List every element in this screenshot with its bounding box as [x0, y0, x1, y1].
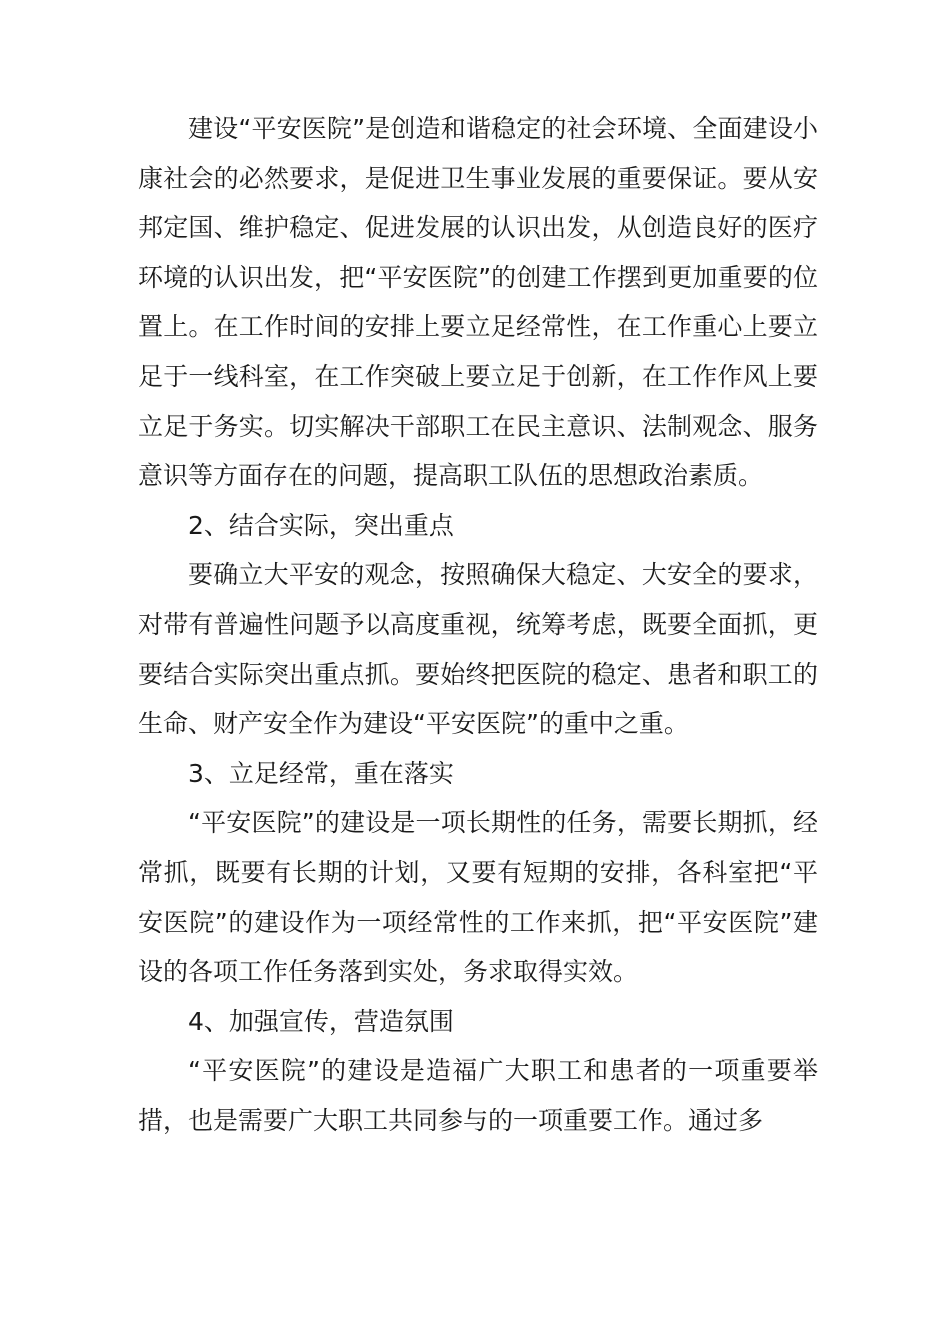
body-paragraph: “平安医院”的建设是一项长期性的任务，需要长期抓，经常抓，既要有长期的计划，又要有短期的安排，各科室把“平安医院”的建设作为一项经常性的工作来抓，把“平安医院”建设的各项工作任务落到实处，务求取得实效。 — [138, 808, 818, 987]
section-heading: 3、立足经常，重在落实 — [188, 758, 454, 788]
document-body — [138, 104, 818, 1145]
body-paragraph: 建设“平安医院”是创造和谐稳定的社会环境、全面建设小康社会的必然要求，是促进卫生事业发展的重要保证。要从安邦定国、维护稳定、促进发展的认识出发，从创造良好的医疗环境的认识出发，把“平安医院”的创建工作摆到更加重要的位置上。在工作时间的安排上要立足经常性，在工作重心上要立足于一线科室，在工作突破上要立足于创新，在工作作风上要立足于务实。切实解决干部职工在民主意识、法制观念、服务意识等方面存在的问题，提高职工队伍的思想政治素质。 — [138, 114, 818, 491]
section-heading: 2、结合实际，突出重点 — [188, 510, 454, 540]
section-heading: 4、加强宣传，营造氛围 — [188, 1006, 454, 1036]
body-paragraph: “平安医院”的建设是造福广大职工和患者的一项重要举措，也是需要广大职工共同参与的一项重要工作。通过多 — [138, 1056, 818, 1135]
body-paragraph: 要确立大平安的观念，按照确保大稳定、大安全的要求，对带有普遍性问题予以高度重视，统筹考虑，既要全面抓，更要结合实际突出重点抓。要始终把医院的稳定、患者和职工的生命、财产安全作为建设“平安医院”的重中之重。 — [138, 560, 818, 739]
